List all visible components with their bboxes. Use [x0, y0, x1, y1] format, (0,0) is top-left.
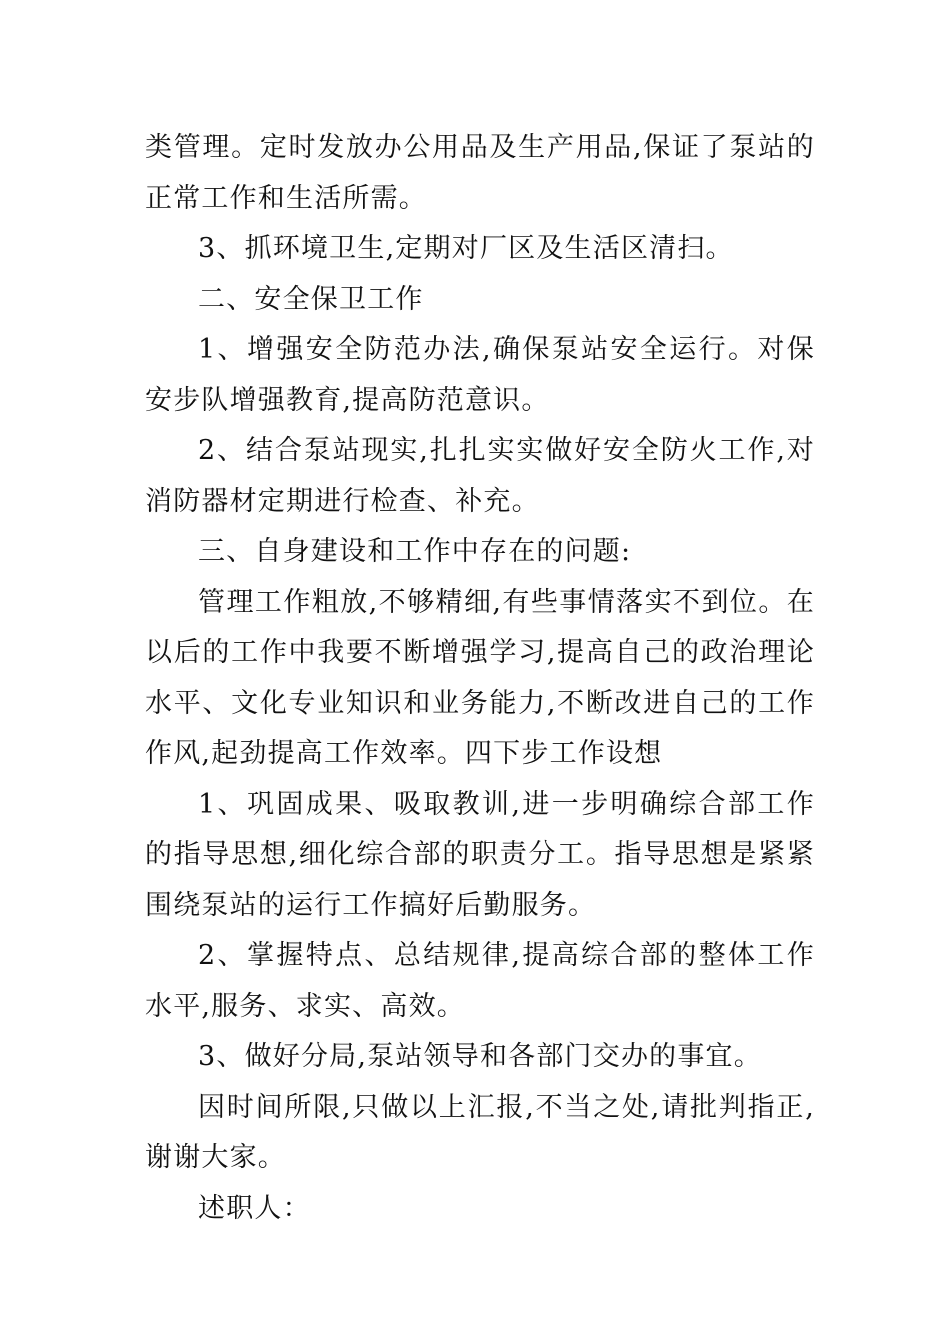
- paragraph-continuation: 类管理。定时发放办公用品及生产用品,保证了泵站的正常工作和生活所需。: [145, 132, 815, 214]
- paragraph-closing: 因时间所限,只做以上汇报,不当之处,请批判指正,谢谢大家。: [145, 1091, 815, 1173]
- paragraph-problems: 管理工作粗放,不够精细,有些事情落实不到位。在以后的工作中我要不断增强学习,提高自己的政治理论水平、文化专业知识和业务能力,不断改进自己的工作作风,起劲提高工作效率。四下步工作设想: [145, 586, 815, 769]
- paragraph-item-security-1: 1、增强安全防范办法,确保泵站安全运行。对保安步队增强教育,提高防范意识。: [145, 334, 815, 416]
- paragraph-plan-2: 2、掌握特点、总结规律,提高综合部的整体工作水平,服务、求实、高效。: [145, 940, 815, 1022]
- document-body: [145, 123, 815, 1234]
- paragraph-plan-1: 1、巩固成果、吸取教训,进一步明确综合部工作的指导思想,细化综合部的职责分工。指导思想是紧紧围绕泵站的运行工作搞好后勤服务。: [145, 788, 815, 921]
- section-heading-problems: 三、自身建设和工作中存在的问题:: [198, 536, 632, 567]
- paragraph-plan-3: 3、做好分局,泵站领导和各部门交办的事宜。: [198, 1041, 762, 1072]
- paragraph-item-security-2: 2、结合泵站现实,扎扎实实做好安全防火工作,对消防器材定期进行检查、补充。: [145, 435, 815, 517]
- section-heading-security: 二、安全保卫工作: [198, 283, 424, 315]
- signature-label: 述职人：: [198, 1192, 311, 1224]
- paragraph-item-environment: 3、抓环境卫生,定期对厂区及生活区清扫。: [198, 233, 734, 264]
